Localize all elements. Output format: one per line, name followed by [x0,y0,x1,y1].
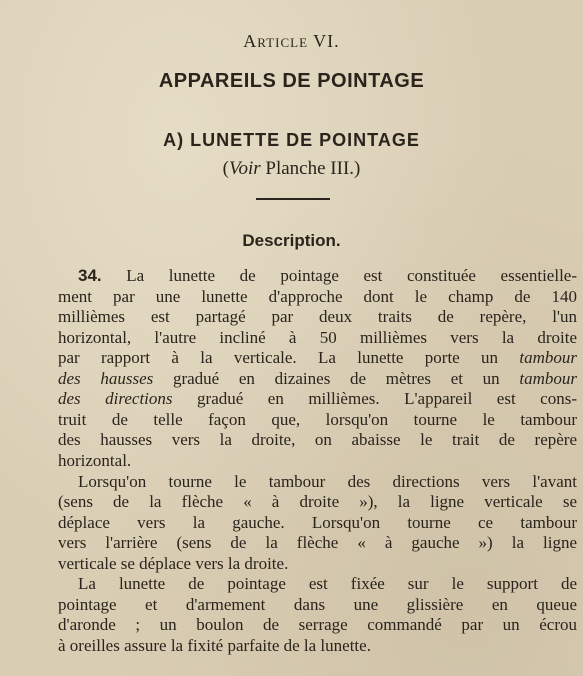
paragraph-line [58,348,577,368]
italic-term: des hausses [58,369,154,388]
plate-ref-rest: Planche III.) [260,158,361,179]
line-text: par rapport à la verticale. La lunette porte un [58,348,520,367]
italic-term: tambour [519,369,577,388]
chapter-title: APPAREILS DE POINTAGE [158,70,425,92]
paragraph-line: millièmes est partagé par deux traits de repère, l'un [58,307,577,326]
plate-ref-voir: Voir [228,158,261,179]
paragraph-line: pointage et d'armement dans une glissière en queue [58,595,577,614]
section-divider [256,198,330,200]
plate-reference [0,158,583,180]
line-text: La lunette de pointage est constituée essentielle- [101,266,577,285]
description-heading: Description. [242,231,341,250]
paragraph-line: ment par une lunette d'approche dont le champ de 140 [58,287,577,306]
paragraph-line: verticale se déplace vers la droite. [58,554,289,573]
paragraph-line: La lunette de pointage est fixée sur le support de [78,574,577,593]
paragraph-line [58,389,577,409]
paragraph-line: des hausses vers la droite, on abaisse le trait de repère [58,430,577,449]
paragraph-number: 34. [78,266,102,285]
line-text: gradué en dizaines de mètres et un [153,369,520,388]
paragraph-line: horizontal. [58,451,132,470]
paragraph-line: (sens de la flèche « à droite »), la ligne verticale se [58,492,577,511]
paragraph-line: à oreilles assure la fixité parfaite de la lunette. [58,636,371,655]
paragraph-line: d'aronde ; un boulon de serrage commandé par un écrou [58,615,577,634]
paragraph-line: horizontal, l'autre incliné à 50 millièmes vers la droite [58,328,577,347]
section-title: A) LUNETTE DE POINTAGE [163,130,420,150]
paragraph-line: Lorsqu'on tourne le tambour des directions vers l'avant [78,472,577,491]
paragraph-line: déplace vers la gauche. Lorsqu'on tourne ce tambour [58,513,577,532]
italic-term: des directions [58,389,173,408]
paragraph-line [58,369,577,389]
paragraph-line [78,266,577,286]
italic-term: tambour [519,348,577,367]
paragraph-line: truit de telle façon que, lorsqu'on tourne le tambour [58,410,577,429]
paragraph-line: vers l'arrière (sens de la flèche « à gauche ») la ligne [58,533,577,552]
line-text: gradué en millièmes. L'appareil est cons- [172,389,577,408]
article-label: Article VI. [243,31,340,51]
plate-ref-open: ( [222,158,229,179]
